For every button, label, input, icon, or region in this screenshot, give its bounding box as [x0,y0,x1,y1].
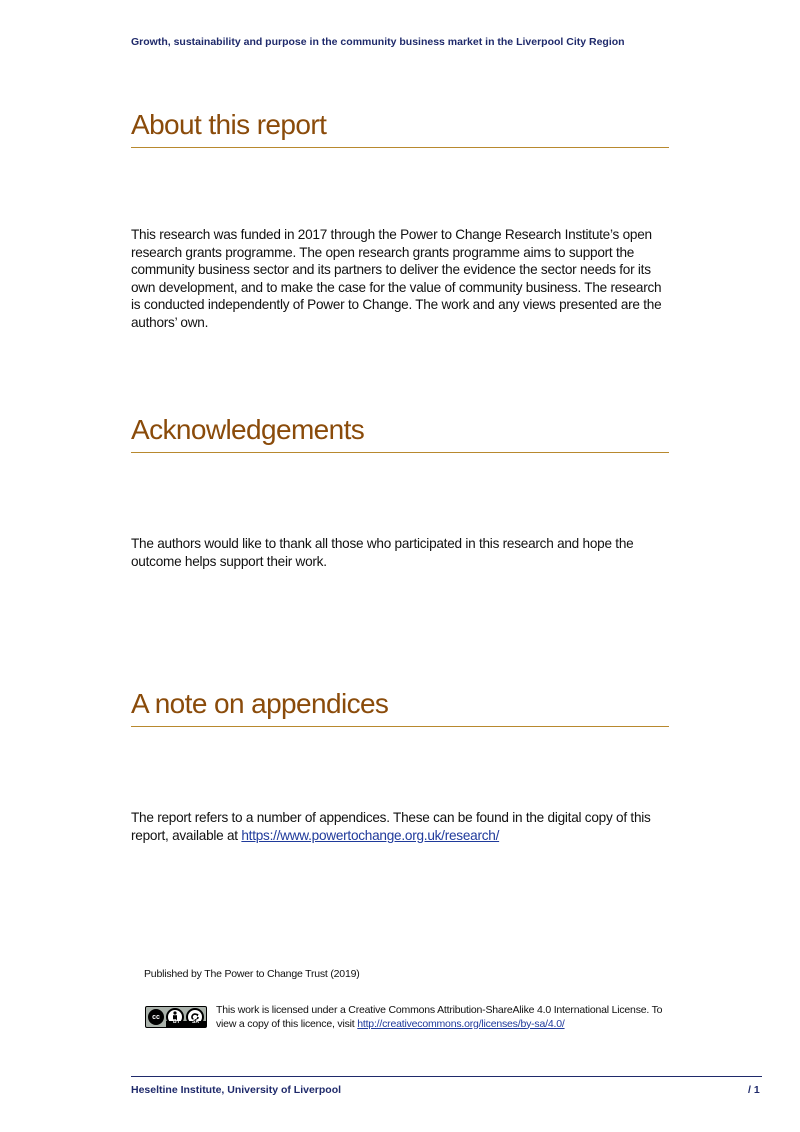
badge-sa-label: SA [192,1019,199,1025]
badge-label-bar [166,1021,206,1027]
heading-about-this-report: About this report [131,109,669,148]
about-paragraph: This research was funded in 2017 through the Power to Change Research Institute’s open research grants programme. The open research grants programme aims to support the community business sector and its partners to deliver the evidence the sector needs for its own development, and to make the case for the value of community business. The research is conducted independently of Power to Change. The work and any views presented are the authors’ own. [131,227,662,330]
appendices-text: The report refers to a number of appendices. These can be found in the digital copy of this report, available at [131,810,651,843]
heading-acknowledgements: Acknowledgements [131,414,669,453]
cc-license-badge[interactable] [145,1006,207,1028]
page-number: / 1 [748,1084,760,1096]
license-notice [216,1004,676,1031]
footer-divider [131,1076,762,1077]
running-header: Growth, sustainability and purpose in the community business market in the Liverpool City Region [131,36,625,48]
badge-by-label: BY [173,1019,180,1025]
footer-institution: Heseltine Institute, University of Liverpool [131,1084,342,1096]
cc-icon: cc [148,1009,164,1025]
research-link[interactable]: https://www.powertochange.org.uk/research/ [241,827,500,843]
acknowledgements-paragraph: The authors would like to thank all those who participated in this research and hope the outcome helps support their work. [131,536,634,569]
heading-note-on-appendices: A note on appendices [131,688,669,727]
license-link[interactable]: http://creativecommons.org/licenses/by-sa/4.0/ [357,1017,565,1030]
license-text: This work is licensed under a Creative Commons Attribution-ShareAlike 4.0 International License. To view a copy of this licence, visit [216,1004,663,1030]
appendices-paragraph [131,809,671,844]
published-by: Published by The Power to Change Trust (2019) [144,968,360,980]
